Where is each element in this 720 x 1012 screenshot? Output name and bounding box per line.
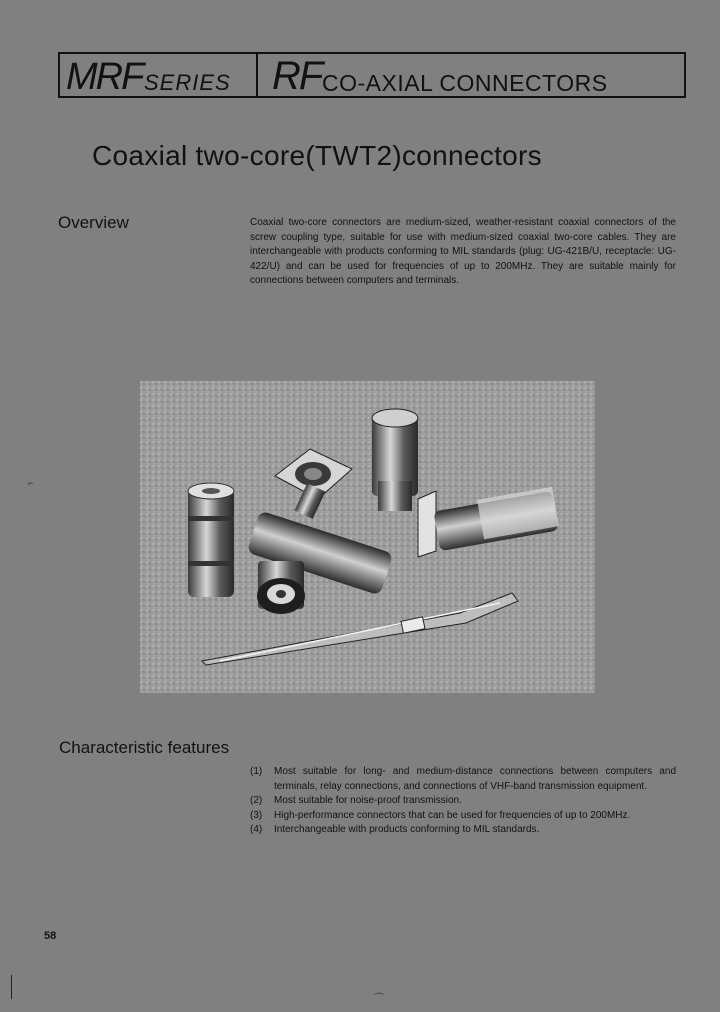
side-mark: ⌐ xyxy=(28,478,34,488)
page-title: Coaxial two-core(TWT2)connectors xyxy=(92,140,542,171)
series-label: SERIES xyxy=(144,70,231,95)
plug-connector-left xyxy=(188,483,234,597)
rf-label: CO-AXIAL CONNECTORS xyxy=(322,70,608,96)
list-item: (3) High-performance connectors that can be used for frequencies of up to 200MHz. xyxy=(250,809,631,821)
rf-code: RF xyxy=(272,54,322,98)
page-number: 58 xyxy=(44,930,57,942)
overview-text: Coaxial two-core connectors are medium-sized, weather-resistant coaxial connectors of the screw coupling type, suitable for use with medium-sized coaxial two-core cables. They are interchangeable with products conforming to MIL standards (plug: UG-421B/U, receptacle: UG-422/U) and can be used for frequencies of up to 200MHz. They are suitable mainly for connections between computers and terminals. xyxy=(250,217,676,286)
header-divider xyxy=(256,54,258,96)
features-heading: Characteristic features xyxy=(59,738,230,757)
overview-heading: Overview xyxy=(58,213,129,232)
plug-connector-top xyxy=(372,409,418,511)
bottom-mark: ⌒ xyxy=(373,992,386,1006)
list-item: (2) Most suitable for noise-proof transmission. xyxy=(250,795,462,806)
connector-photo xyxy=(140,381,595,693)
series-header xyxy=(58,52,686,98)
features-list xyxy=(250,765,676,838)
connector-photo-illustration xyxy=(140,381,595,693)
list-item: (4) Interchangeable with products conforming to MIL standards. xyxy=(250,824,540,835)
list-item: (1) Most suitable for long- and medium-distance connections between computers and terminals, relay connections, and connections of VHF-band transmission equipment. xyxy=(250,766,676,792)
series-code: MRF xyxy=(66,56,143,98)
margin-mark xyxy=(11,975,12,999)
